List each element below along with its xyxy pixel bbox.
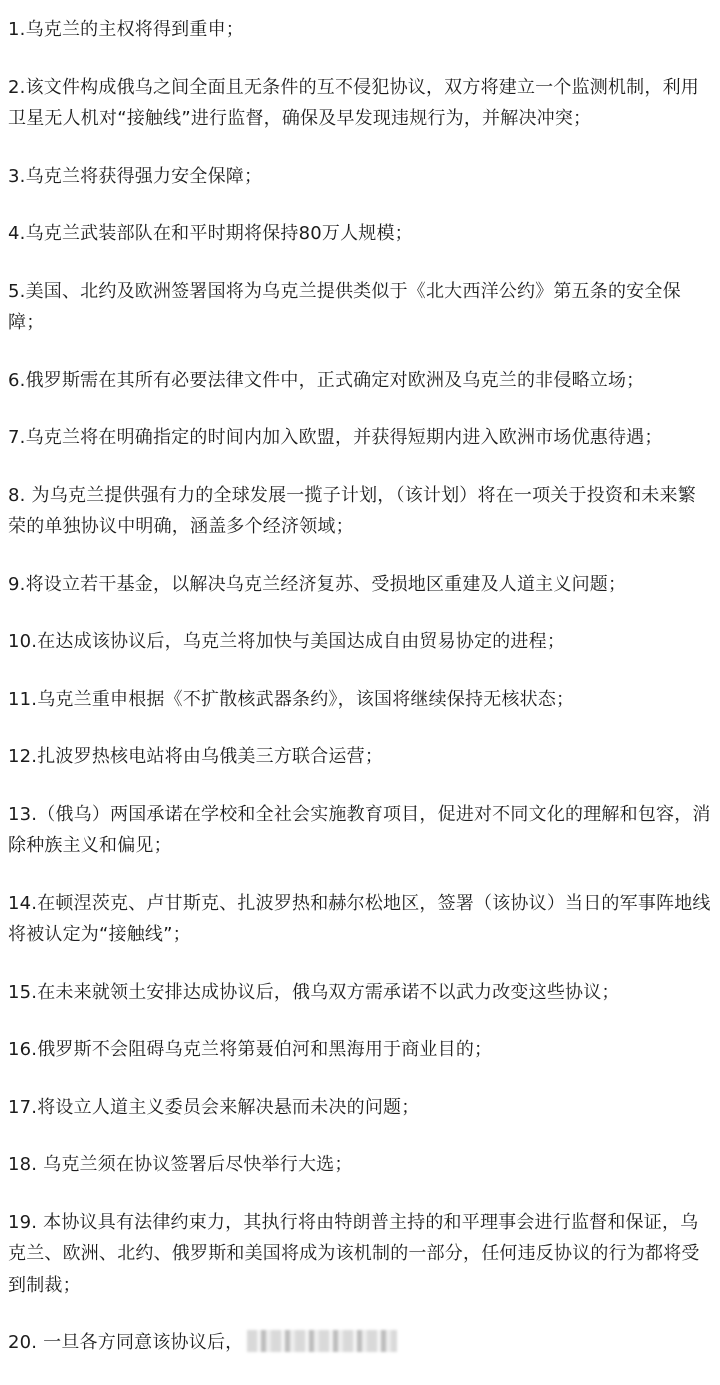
list-item: 13.（俄乌）两国承诺在学校和全社会实施教育项目，促进对不同文化的理解和包容，消除种族主义和偏见； bbox=[8, 803, 711, 856]
list-item: 7.乌克兰将在明确指定的时间内加入欧盟，并获得短期内进入欧洲市场优惠待遇； bbox=[8, 427, 663, 448]
list-item-last-text: 20. 一旦各方同意该协议后， bbox=[8, 1332, 244, 1353]
list-item: 2.该文件构成俄乌之间全面且无条件的互不侵犯协议，双方将建立一个监测机制，利用卫星无人机对“接触线”进行监督，确保及早发现违规行为，并解决冲突； bbox=[8, 76, 699, 129]
list-item: 1.乌克兰的主权将得到重申； bbox=[8, 19, 244, 40]
list-item: 8. 为乌克兰提供强有力的全球发展一揽子计划，（该计划）将在一项关于投资和未来繁荣的单独协议中明确，涵盖多个经济领域； bbox=[8, 484, 696, 537]
list-item: 6.俄罗斯需在其所有必要法律文件中，正式确定对欧洲及乌克兰的非侵略立场； bbox=[8, 369, 645, 391]
list-item-last bbox=[8, 1327, 712, 1359]
list-item: 14.在顿涅茨克、卢甘斯克、扎波罗热和赫尔松地区，签署（该协议）当日的军事阵地线将被认定为“接触线”； bbox=[8, 892, 711, 945]
list-item: 10.在达成该协议后，乌克兰将加快与美国达成自由贸易协定的进程； bbox=[8, 631, 566, 652]
list-item: 17.将设立人道主义委员会来解决悬而未决的问题； bbox=[8, 1096, 420, 1118]
list-item: 15.在未来就领土安排达成协议后，俄乌双方需承诺不以武力改变这些协议； bbox=[8, 981, 620, 1003]
list-item: 16.俄罗斯不会阻碍乌克兰将第聂伯河和黑海用于商业目的； bbox=[8, 1039, 493, 1060]
list-item: 9.将设立若干基金，以解决乌克兰经济复苏、受损地区重建及人道主义问题； bbox=[8, 573, 627, 595]
document-body bbox=[8, 14, 712, 1385]
list-item: 3.乌克兰将获得强力安全保障； bbox=[8, 165, 263, 187]
list-item: 19. 本协议具有法律约束力，其执行将由特朗普主持的和平理事会进行监督和保证，乌克兰、欧洲、北约、俄罗斯和美国将成为该机制的一部分，任何违反协议的行为都将受到制裁； bbox=[8, 1211, 700, 1296]
list-item: 5.美国、北约及欧洲签署国将为乌克兰提供类似于《北大西洋公约》第五条的安全保障； bbox=[8, 280, 681, 333]
redacted-text-blur bbox=[247, 1330, 397, 1352]
list-item: 11.乌克兰重申根据《不扩散核武器条约》，该国将继续保持无核状态； bbox=[8, 688, 575, 710]
list-item: 12.扎波罗热核电站将由乌俄美三方联合运营； bbox=[8, 746, 384, 767]
list-item: 18. 乌克兰须在协议签署后尽快举行大选； bbox=[8, 1154, 353, 1175]
list-item: 4.乌克兰武装部队在和平时期将保持80万人规模； bbox=[8, 223, 413, 244]
